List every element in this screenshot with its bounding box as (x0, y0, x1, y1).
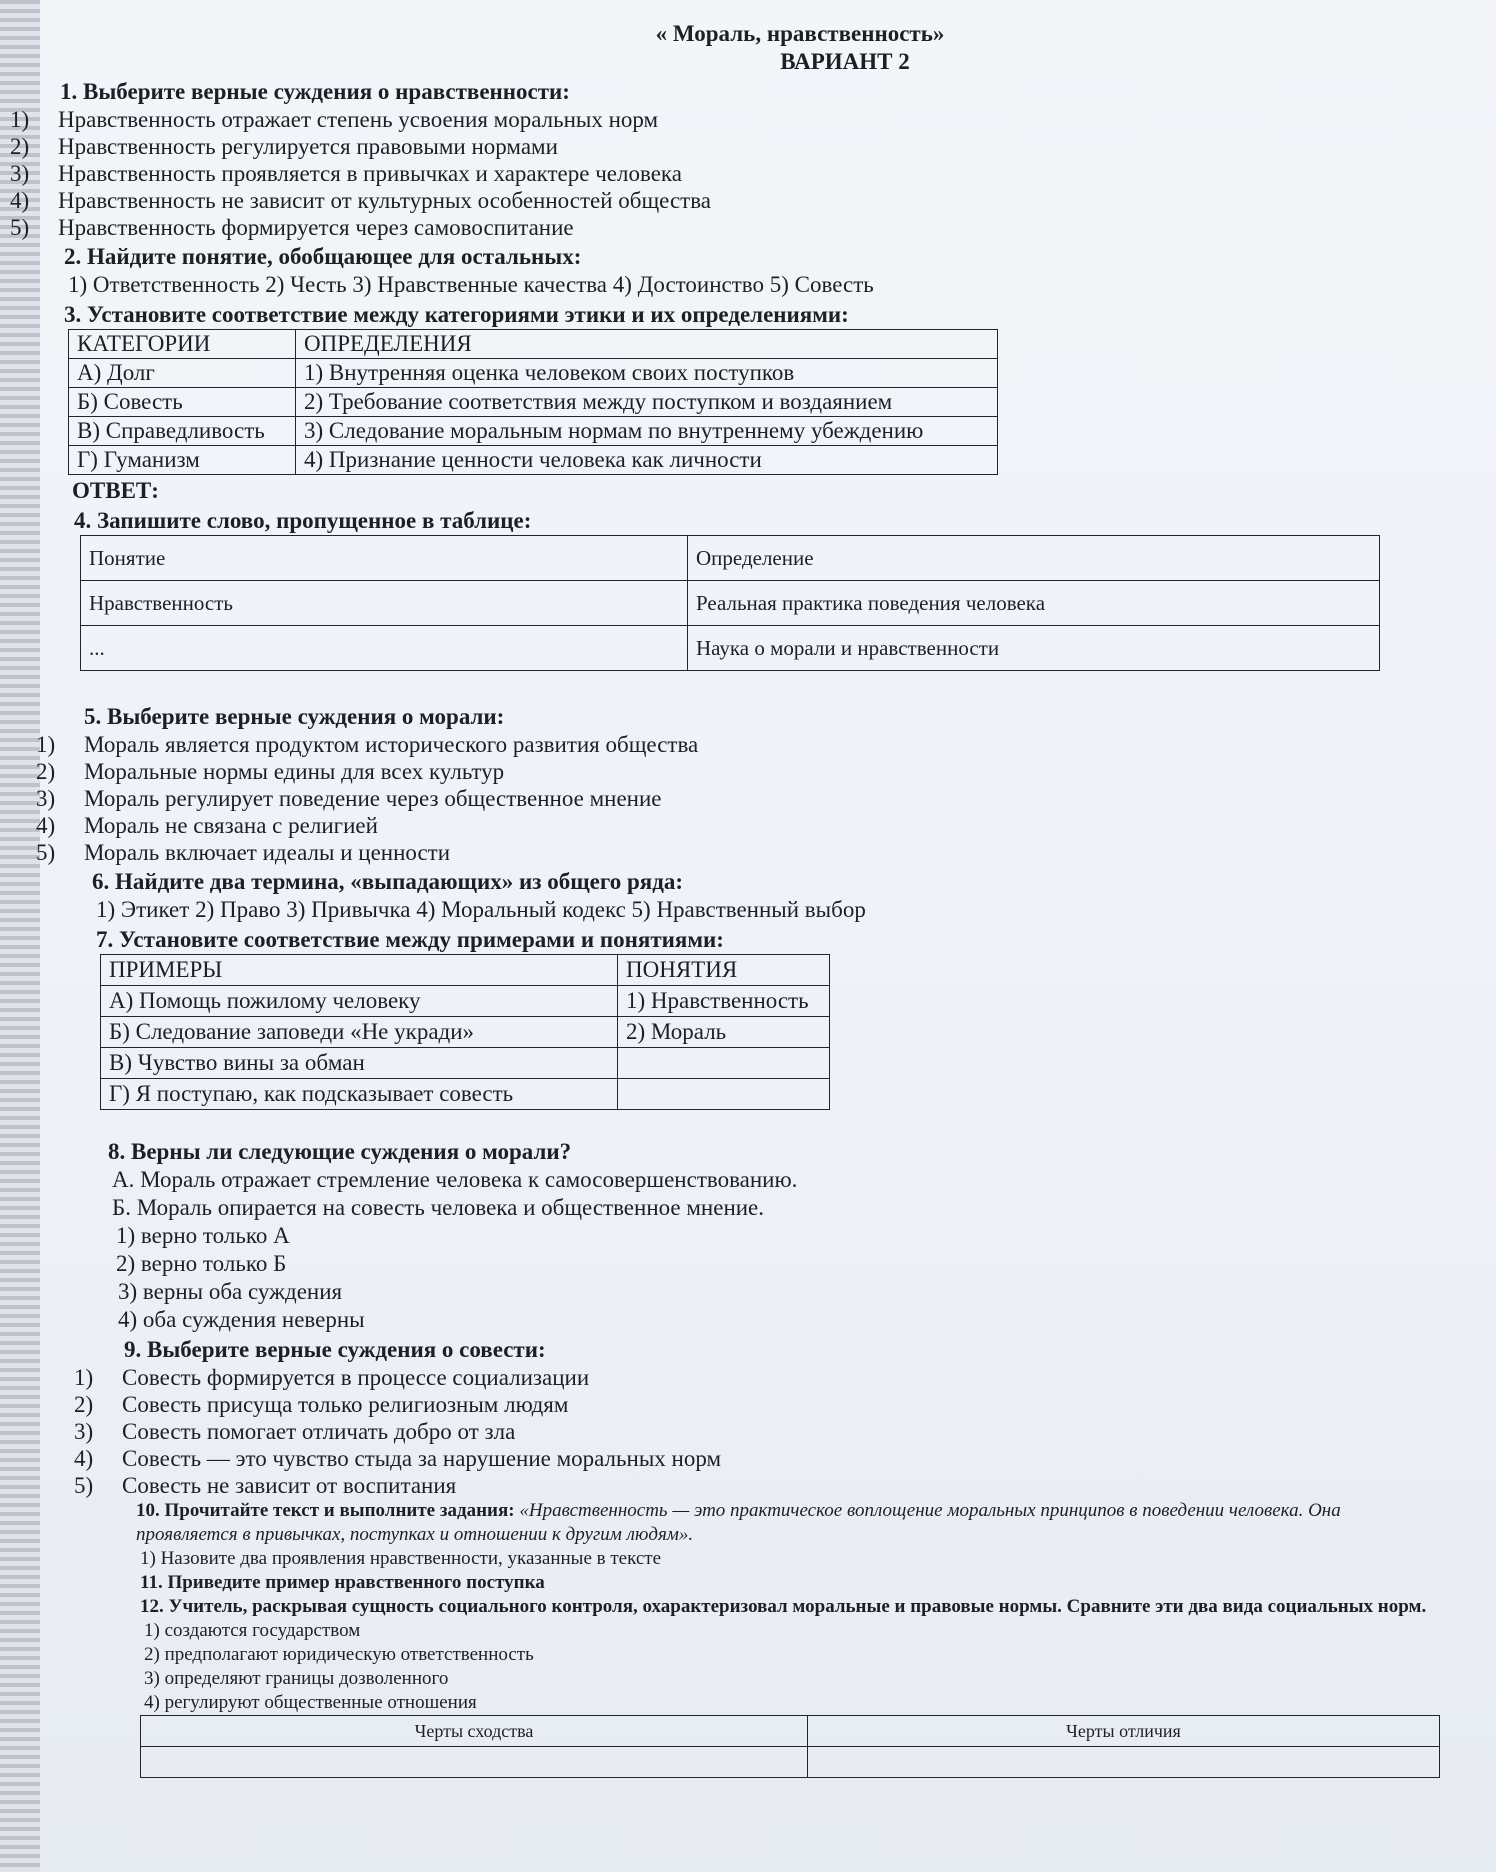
q10-task: 1) Назовите два проявления нравственности, указанные в тексте (140, 1548, 662, 1569)
q8-option: 3) верны оба суждения (118, 1279, 343, 1304)
q3-col-definitions: ОПРЕДЕЛЕНИЯ (296, 330, 998, 359)
question-1-heading: 1. Выберите верные суждения о нравственности: (60, 79, 570, 104)
q10-block (136, 1499, 1426, 1547)
question-4-heading: 4. Запишите слово, пропущенное в таблице: (74, 508, 532, 533)
q9-option: 2) Совесть присуща только религиозным людям (74, 1392, 569, 1417)
table-row (141, 1747, 1440, 1778)
question-10-heading: 10. Прочитайте текст и выполните задания: (136, 1500, 515, 1521)
q5-option: 1) Мораль является продуктом исторического развития общества (36, 732, 699, 757)
q5-option: 4) Мораль не связана с религией (36, 813, 378, 838)
q8-statement-a: А. Мораль отражает стремление человека к самосовершенствованию. (112, 1167, 798, 1192)
table-row: А) Долг 1) Внутренняя оценка человеком своих поступков (69, 359, 998, 388)
q8-option: 1) верно только А (116, 1223, 290, 1248)
question-9-heading: 9. Выберите верные суждения о совести: (124, 1337, 546, 1362)
question-2-heading: 2. Найдите понятие, обобщающее для остальных: (64, 244, 582, 269)
q9-option: 5) Совесть не зависит от воспитания (74, 1473, 457, 1498)
worksheet-title: « Мораль, нравственность» (655, 21, 945, 46)
question-12-heading: 12. Учитель, раскрывая сущность социального контроля, охарактеризовал моральные и правовые нормы. Сравните эти два вида социальных норм. (140, 1596, 1427, 1617)
q12-option: 3) определяют границы дозволенного (144, 1668, 449, 1689)
table-row: Г) Гуманизм 4) Признание ценности человека как личности (69, 446, 998, 475)
q4-table (80, 535, 1380, 671)
worksheet (10, 20, 1440, 1778)
q4-col-concept: Понятие (81, 536, 688, 581)
q12-option: 2) предполагают юридическую ответственность (144, 1644, 534, 1665)
q8-statement-b: Б. Мораль опирается на совесть человека и общественное мнение. (112, 1195, 765, 1220)
q5-option: 5) Мораль включает идеалы и ценности (36, 840, 451, 865)
q7-col-concepts: ПОНЯТИЯ (618, 955, 830, 986)
q1-option: 3) Нравственность проявляется в привычках и характере человека (10, 161, 682, 186)
question-8-heading: 8. Верны ли следующие суждения о морали? (108, 1139, 572, 1164)
q1-option: 1) Нравственность отражает степень усвоения моральных норм (10, 107, 659, 132)
q12-option: 1) создаются государством (144, 1620, 361, 1641)
q1-option: 5) Нравственность формируется через самовоспитание (10, 215, 574, 240)
table-row: В) Чувство вины за обман (101, 1048, 830, 1079)
q12-col-differences: Черты отличия (808, 1716, 1440, 1747)
table-row: Г) Я поступаю, как подсказывает совесть (101, 1079, 830, 1110)
table-row: ... Наука о морали и нравственности (81, 626, 1380, 671)
question-3-heading: 3. Установите соответствие между категориями этики и их определениями: (64, 302, 849, 327)
variant-label: ВАРИАНТ 2 (780, 49, 910, 74)
q9-option: 3) Совесть помогает отличать добро от зла (74, 1419, 516, 1444)
q3-table (68, 329, 998, 475)
table-row: Б) Следование заповеди «Не укради» 2) Мораль (101, 1017, 830, 1048)
q9-option: 1) Совесть формируется в процессе социализации (74, 1365, 590, 1390)
table-row: В) Справедливость 3) Следование моральным нормам по внутреннему убеждению (69, 417, 998, 446)
q7-col-examples: ПРИМЕРЫ (101, 955, 618, 986)
q7-table (100, 954, 830, 1110)
q12-col-similarities: Черты сходства (141, 1716, 808, 1747)
q1-option: 2) Нравственность регулируется правовыми нормами (10, 134, 558, 159)
q4-col-definition: Определение (688, 536, 1380, 581)
q12-table (140, 1715, 1440, 1778)
question-7-heading: 7. Установите соответствие между примерами и понятиями: (96, 927, 724, 952)
question-5-heading: 5. Выберите верные суждения о морали: (84, 704, 505, 729)
question-11-heading: 11. Приведите пример нравственного поступка (140, 1572, 545, 1593)
table-row: Нравственность Реальная практика поведения человека (81, 581, 1380, 626)
q2-options-line: 1) Ответственность 2) Честь 3) Нравственные качества 4) Достоинство 5) Совесть (68, 272, 874, 297)
q10-quote: «Нравственность — это практическое воплощение моральных принципов в поведении человека. Она проявляется в привычках, поступках и отношении к другим людям». (136, 1500, 1341, 1545)
q5-option: 3) Мораль регулирует поведение через общественное мнение (36, 786, 662, 811)
q1-option: 4) Нравственность не зависит от культурных особенностей общества (10, 188, 711, 213)
q5-option: 2) Моральные нормы едины для всех культур (36, 759, 505, 784)
q8-option: 4) оба суждения неверны (118, 1307, 365, 1332)
q6-options-line: 1) Этикет 2) Право 3) Привычка 4) Моральный кодекс 5) Нравственный выбор (96, 897, 866, 922)
table-row: А) Помощь пожилому человеку 1) Нравственность (101, 986, 830, 1017)
q12-option: 4) регулируют общественные отношения (144, 1692, 477, 1713)
q8-option: 2) верно только Б (116, 1251, 287, 1276)
question-6-heading: 6. Найдите два термина, «выпадающих» из общего ряда: (92, 869, 683, 894)
q3-answer-label: ОТВЕТ: (72, 478, 159, 503)
table-row: Б) Совесть 2) Требование соответствия между поступком и воздаянием (69, 388, 998, 417)
q9-option: 4) Совесть — это чувство стыда за нарушение моральных норм (74, 1446, 722, 1471)
q3-col-categories: КАТЕГОРИИ (69, 330, 296, 359)
